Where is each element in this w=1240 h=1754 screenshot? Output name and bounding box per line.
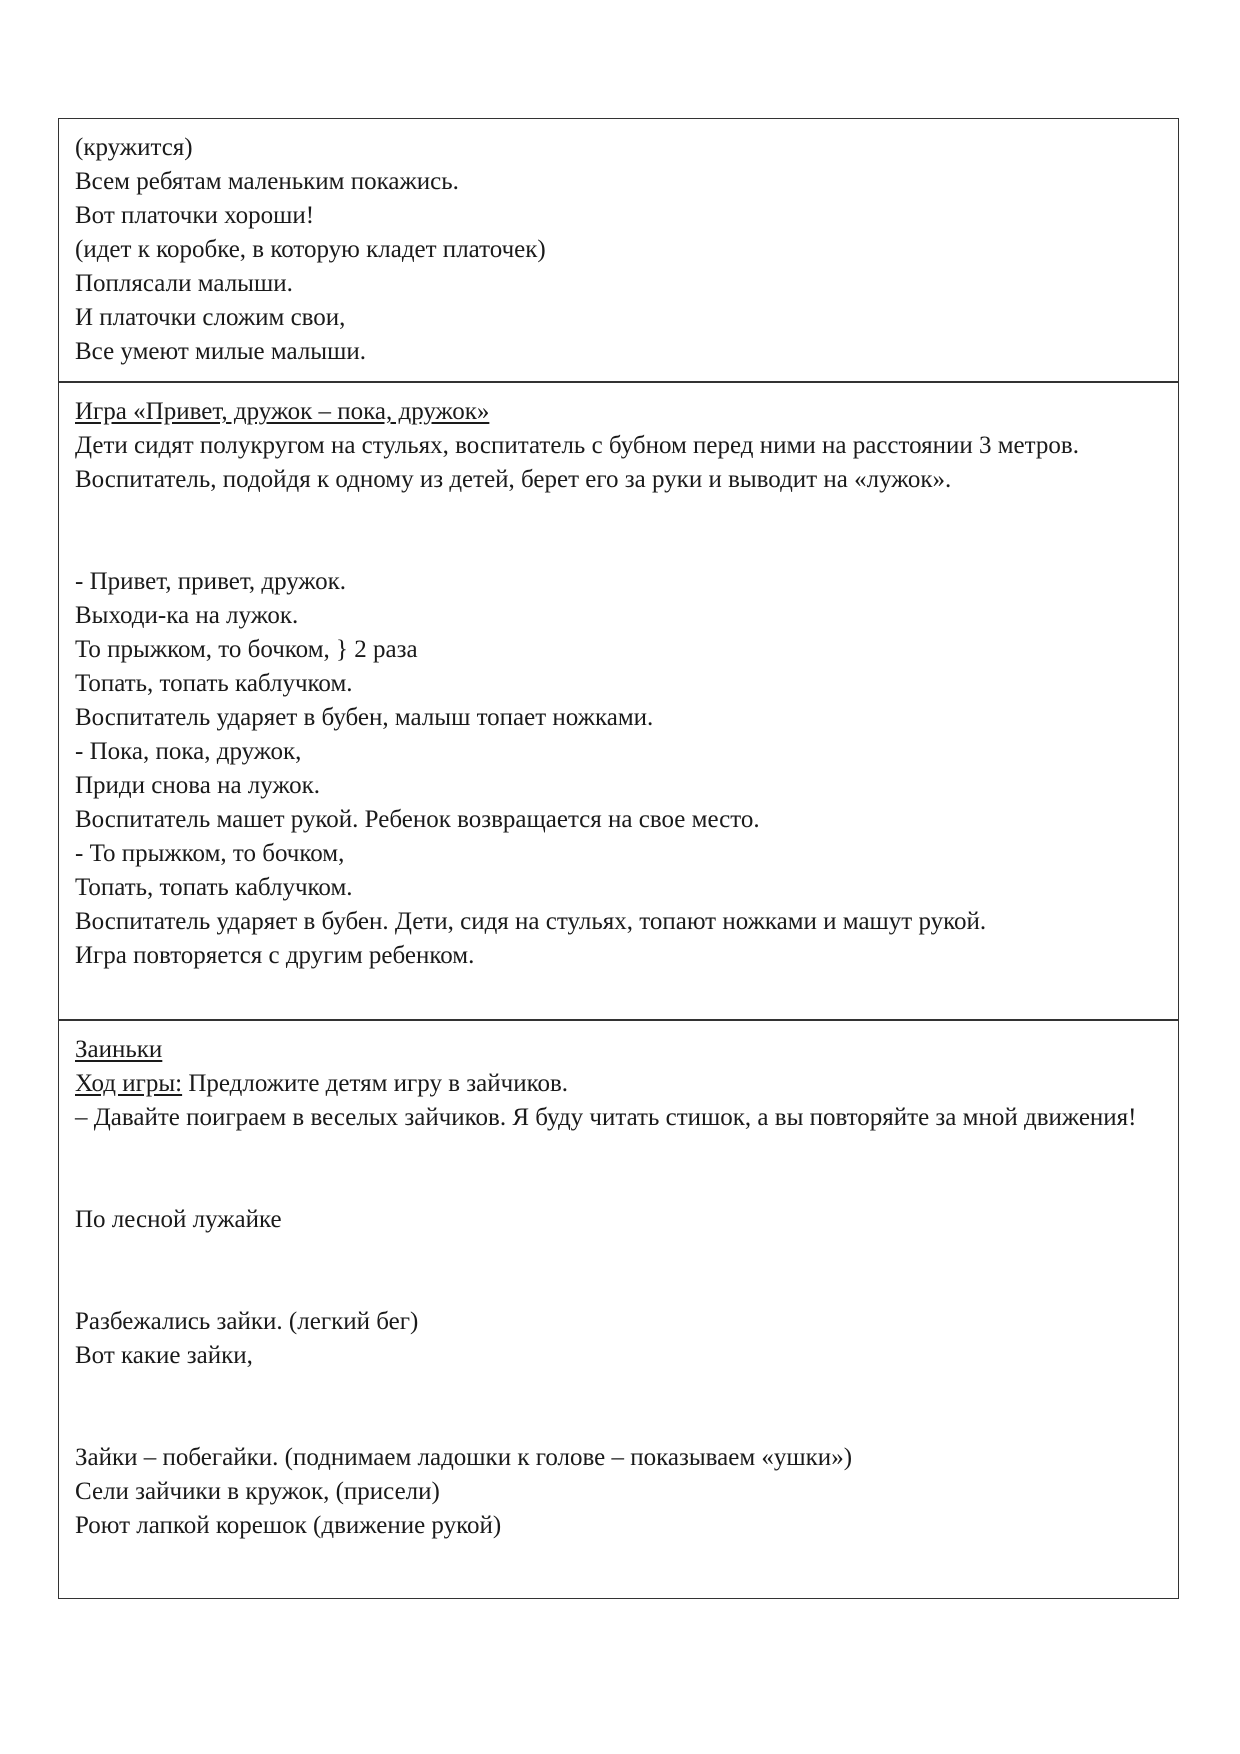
- text-line: Зайки – побегайки. (поднимаем ладошки к голове – показываем «ушки»): [75, 1444, 853, 1471]
- spacer: [75, 531, 1164, 565]
- text-line: - Пока, пока, дружок,: [75, 738, 302, 765]
- spacer: [75, 1135, 1164, 1169]
- text-line: Приди снова на лужок.: [75, 772, 320, 799]
- text-line: Сели зайчики в кружок, (присели): [75, 1478, 440, 1505]
- document-table: [58, 118, 1179, 1599]
- move-text: Предложите детям игру в зайчиков.: [182, 1070, 568, 1097]
- game-move-line: [75, 1067, 1164, 1101]
- text-line: И платочки сложим свои,: [75, 304, 346, 331]
- game-title: [75, 1033, 1164, 1067]
- move-label: Ход игры:: [75, 1070, 183, 1097]
- text-line: Топать, топать каблучком.: [75, 670, 353, 697]
- text-line: Разбежались зайки. (легкий бег): [75, 1308, 419, 1335]
- game-title: [75, 395, 1164, 429]
- text-line: Поплясали малыши.: [75, 270, 293, 297]
- table-cell-zainki-game: [59, 1019, 1178, 1598]
- text-line: (кружится): [75, 134, 193, 161]
- game-title-text: Игра «Привет, дружок – пока, дружок»: [75, 398, 490, 425]
- spacer: [75, 1237, 1164, 1271]
- text-line: То прыжком, то бочком, } 2 раза: [75, 636, 418, 663]
- text-line: Воспитатель ударяет в бубен, малыш топает ножками.: [75, 704, 654, 731]
- text-line: - То прыжком, то бочком,: [75, 840, 345, 867]
- table-cell-privet-game: [59, 381, 1178, 1019]
- text-line: Выходи-ка на лужок.: [75, 602, 299, 629]
- text-line: По лесной лужайке: [75, 1206, 282, 1233]
- text-line: Вот платочки хороши!: [75, 202, 315, 229]
- game-intro: Дети сидят полукругом на стульях, воспитатель с бубном перед ними на расстоянии 3 метров. Воспитатель, подойдя к одному из детей, берет его за руки и выводит на «лужок».: [75, 432, 1079, 493]
- text-line: Всем ребятам маленьким покажись.: [75, 168, 459, 195]
- spacer: [75, 1169, 1164, 1203]
- text-line: Воспитатель ударяет в бубен. Дети, сидя на стульях, топают ножками и машут рукой.: [75, 908, 987, 935]
- text-line: Топать, топать каблучком.: [75, 874, 353, 901]
- text-line: (идет к коробке, в которую кладет платочек): [75, 236, 546, 263]
- spacer: [75, 1271, 1164, 1305]
- game-title-text: Заиньки: [75, 1036, 163, 1063]
- text-line: Все умеют милые малыши.: [75, 338, 366, 365]
- table-cell-dance-verse: [59, 119, 1178, 381]
- spacer: [75, 1407, 1164, 1441]
- text-line: Воспитатель машет рукой. Ребенок возвращается на свое место.: [75, 806, 760, 833]
- spacer: [75, 497, 1164, 531]
- text-line: Роют лапкой корешок (движение рукой): [75, 1512, 502, 1539]
- text-line: Игра повторяется с другим ребенком.: [75, 942, 475, 969]
- game-intro: – Давайте поиграем в веселых зайчиков. Я буду читать стишок, а вы повторяйте за мной движения!: [75, 1104, 1137, 1131]
- text-line: - Привет, привет, дружок.: [75, 568, 346, 595]
- spacer: [75, 1373, 1164, 1407]
- text-line: Вот какие зайки,: [75, 1342, 253, 1369]
